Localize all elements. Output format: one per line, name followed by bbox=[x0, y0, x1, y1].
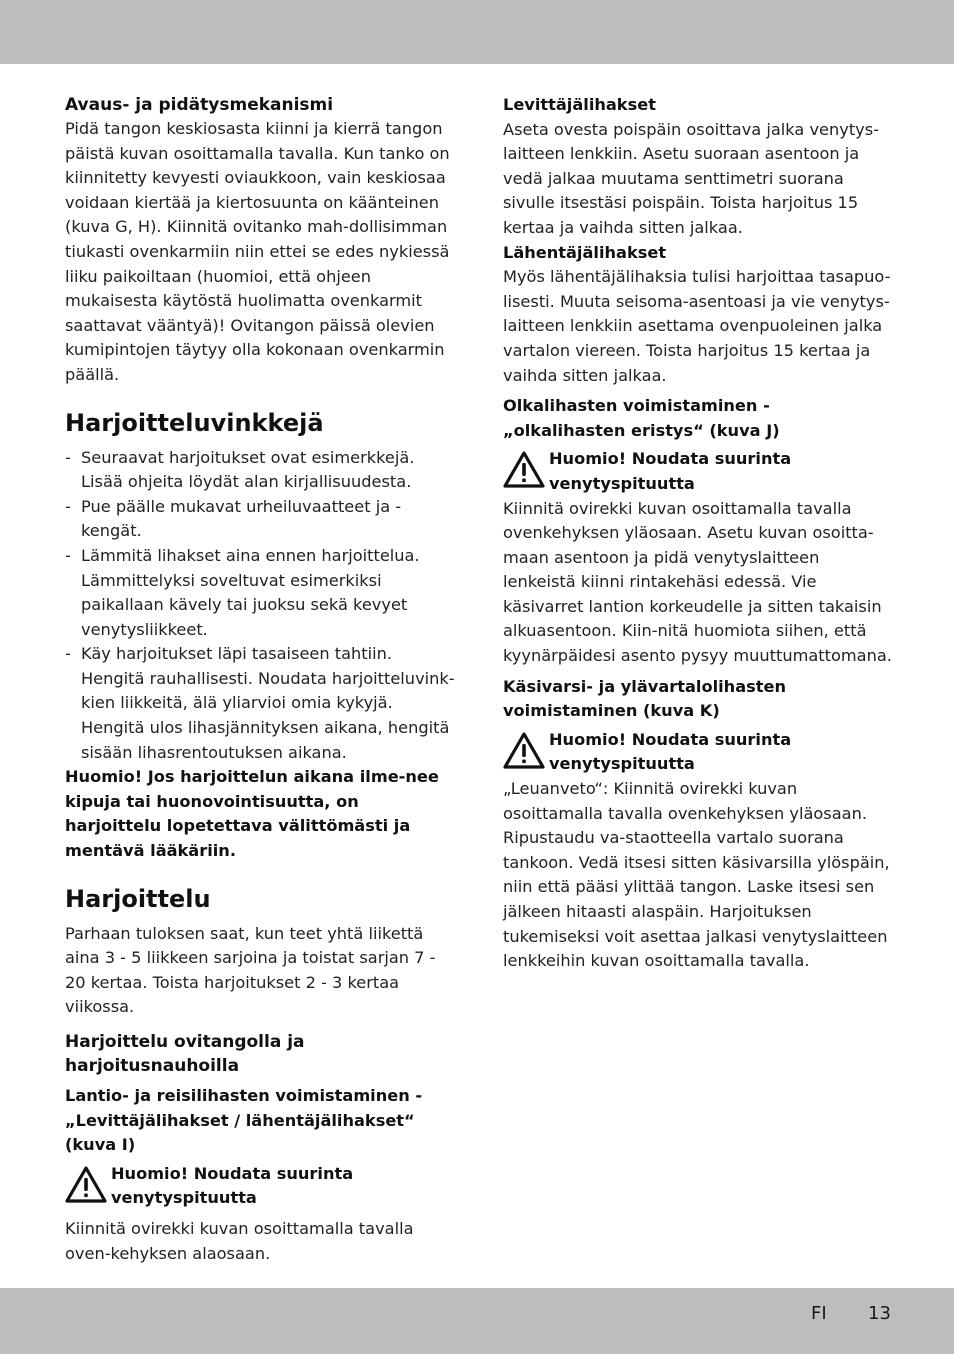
bar-training-heading: Harjoittelu ovitangolla ja harjoitusnauhoilla bbox=[65, 1032, 305, 1076]
page-number: 13 bbox=[868, 1303, 891, 1324]
tips-list-item: - Pue päälle mukavat urheiluvaatteet ja -kengät. bbox=[65, 495, 455, 544]
adductor-heading: Lähentäjälihakset bbox=[503, 242, 667, 262]
shoulder-warning bbox=[503, 447, 893, 496]
abductor-paragraph: Aseta ovesta poispäin osoittava jalka venytys-laitteen lenkkiin. Asetu suoraan asentoon ja vedä jalkaa muutama senttimetri suorana sivulle itsestäsi poispäin. Toista harjoitus 15 kertaa ja vaihda sitten jalkaa. bbox=[503, 119, 880, 237]
hip-paragraph: Kiinnitä ovirekki kuvan osoittamalla tavalla oven-kehyksen alaosaan. bbox=[65, 1218, 414, 1263]
arm-exercise-heading: Käsivarsi- ja ylävartalolihasten voimistaminen (kuva K) bbox=[503, 676, 786, 721]
training-paragraph: Parhaan tuloksen saat, kun teet yhtä liikettä aina 3 - 5 liikkeen sarjoina ja toistat sarjan 7 - 20 kertaa. Toista harjoitukset 2 - 3 kertaa viikossa. bbox=[65, 923, 436, 1017]
warning-triangle-icon bbox=[503, 732, 545, 770]
tips-list-item: - Seuraavat harjoitukset ovat esimerkkejä. Lisää ohjeita löydät alan kirjallisuudesta. bbox=[65, 446, 455, 495]
right-column bbox=[503, 93, 893, 974]
tips-list bbox=[65, 446, 455, 766]
header-bar bbox=[0, 0, 954, 64]
mechanism-heading: Avaus- ja pidätysmekanismi bbox=[65, 95, 334, 115]
arm-warning bbox=[503, 728, 893, 777]
warning-triangle-icon bbox=[65, 1166, 107, 1204]
tips-warning-text: Huomio! Jos harjoittelun aikana ilme-nee kipuja tai huonovointisuutta, on harjoittelu lopetettava välittömästi ja mentävä lääkäriin. bbox=[65, 767, 439, 861]
shoulder-paragraph: Kiinnitä ovirekki kuvan osoittamalla tavalla ovenkehyksen yläosaan. Asetu kuvan osoitta-maan asentoon ja pidä venytyslaitteen lenkeistä kiinni rintakehäsi edessä. Vie käsivarret lantion korkeudelle ja sitten takaisin alkuasentoon. Kiin-nitä huomiota siihen, että kyynärpäidesi asento pysyy muuttumattomana. bbox=[503, 498, 892, 666]
shoulder-warning-text: Huomio! Noudata suurinta venytyspituutta bbox=[549, 449, 792, 493]
tips-list-item: - Lämmitä lihakset aina ennen harjoittelua. Lämmittelyksi soveltuvat esimerkiksi paikallaan kävely tai juoksu sekä kevyet venytysliikkeet. bbox=[65, 544, 455, 642]
shoulder-exercise-heading: Olkalihasten voimistaminen - „olkalihasten eristys“ (kuva J) bbox=[503, 396, 780, 440]
mechanism-paragraph-1: Pidä tangon keskiosasta kiinni ja kierrä tangon päistä kuvan osoittamalla tavalla. Kun tanko on kiinnitetty kevyesti oviaukkoon, vain keskiosaa voidaan kiertää ja kiertosuunta on käänteinen (kuva G, H). Kiinnitä ovitanko mah-dollisimman bbox=[65, 119, 450, 237]
warning-triangle-icon bbox=[503, 451, 545, 489]
arm-paragraph: „Leuanveto“: Kiinnitä ovirekki kuvan osoittamalla tavalla ovenkehyksen yläosaan. Ripustaudu va-staotteella vartalo suorana tankoon. Vedä itsesi sitten käsivarsilla ylöspäin, niin että pääsi ylittää tangon. Laske itsesi sen jälkeen hitaasti alaspäin. Harjoituksen tukemiseksi voit asettaa jalkasi venytyslaitteen lenkkeihin kuvan osoittamalla tavalla. bbox=[503, 779, 890, 971]
training-heading: Harjoittelu bbox=[65, 884, 211, 913]
adductor-paragraph: Myös lähentäjälihaksia tulisi harjoittaa tasapuo-lisesti. Muuta seisoma-asentoasi ja vie venytys-laitteen lenkkiin asettama ovenpuoleinen jalka vartalon viereen. Toista harjoitus 15 kertaa ja vaihda sitten jalkaa. bbox=[503, 267, 891, 385]
arm-warning-text: Huomio! Noudata suurinta venytyspituutta bbox=[549, 729, 792, 774]
footer-language: FI bbox=[811, 1303, 827, 1324]
tips-heading: Harjoitteluvinkkejä bbox=[65, 408, 324, 437]
hip-exercise-heading: Lantio- ja reisilihasten voimistaminen - „Levittäjälihakset / lähentäjälihakset“ (kuva I) bbox=[65, 1086, 423, 1155]
hip-warning-text: Huomio! Noudata suurinta venytyspituutta bbox=[111, 1163, 354, 1208]
hip-warning bbox=[65, 1162, 455, 1211]
tips-list-item: - Käy harjoitukset läpi tasaiseen tahtiin. Hengitä rauhallisesti. Noudata harjoitteluvink-kien liikkeitä, älä yliarvioi omia kykyjä. Hengitä ulos lihasjännityksen aikana, hengitä sisään lihasrentoutuksen aikana. bbox=[65, 642, 455, 765]
left-column bbox=[65, 93, 455, 1266]
mechanism-paragraph-2: tiukasti ovenkarmiin niin ettei se edes nykiessä liiku paikoiltaan (huomioi, että ohjeen mukaisesta käytöstä huolimatta ovenkarmit saattavat vääntyä)! Ovitangon päissä olevien kumipintojen täytyy olla kokonaan ovenkarmin päällä. bbox=[65, 241, 450, 384]
abductor-heading: Levittäjälihakset bbox=[503, 95, 656, 114]
